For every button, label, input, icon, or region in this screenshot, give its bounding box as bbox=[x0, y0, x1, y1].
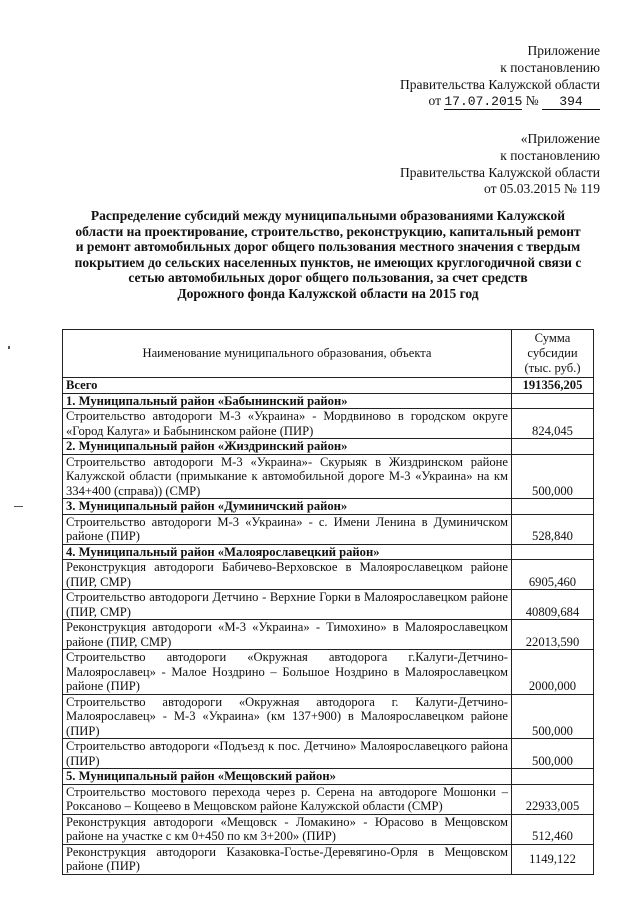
title-line-6: Дорожного фонда Калужской области на 2015 год bbox=[177, 285, 479, 301]
district-section-row bbox=[63, 544, 594, 560]
appendix-resolution-label: к постановлению bbox=[500, 59, 600, 75]
project-subsidy-amount: 512,460 bbox=[512, 814, 594, 844]
project-name: Строительство автодороги «Окружная автодорога г. Калуги-Детчино-Малоярославец» - М-3 «Украина» (км 137+900) в Малоярославецком районе (ПИР) bbox=[63, 694, 512, 739]
project-name: Строительство автодороги М-3 «Украина» - с. Имени Ленина в Думиничском районе (ПИР) bbox=[63, 514, 512, 544]
project-name: Строительство автодороги «Окружная автодорога г.Калуги-Детчино-Малоярославец» - Малое Ноздрино – Большое Ноздрино в Малоярославецком районе (ПИР) bbox=[63, 650, 512, 695]
project-row bbox=[63, 844, 594, 874]
district-section-row bbox=[63, 393, 594, 409]
document-title bbox=[58, 208, 598, 301]
project-subsidy-amount: 500,000 bbox=[512, 694, 594, 739]
district-sum-cell bbox=[512, 544, 594, 560]
project-name: Строительство автодороги М-3 «Украина» - Мордвиново в городском округе «Город Калуга» и Бабынинском районе (ПИР) bbox=[63, 409, 512, 439]
project-row bbox=[63, 620, 594, 650]
district-name: 4. Муниципальный район «Малоярославецкий район» bbox=[63, 544, 512, 560]
project-row bbox=[63, 694, 594, 739]
resolution-date: 17.07.2015 bbox=[444, 94, 523, 110]
total-row bbox=[63, 378, 594, 394]
project-subsidy-amount: 2000,000 bbox=[512, 650, 594, 695]
project-name: Строительство автодороги «Подъезд к пос. Детчино» Малоярославецкого района (ПИР) bbox=[63, 739, 512, 769]
scan-speck bbox=[8, 346, 10, 349]
project-name: Реконструкция автодороги Бабичево-Верховское в Малоярославецком районе (ПИР, СМР) bbox=[63, 560, 512, 590]
project-subsidy-amount: 500,000 bbox=[512, 454, 594, 499]
district-sum-cell bbox=[512, 393, 594, 409]
appendix-date-line bbox=[400, 93, 600, 110]
project-row bbox=[63, 784, 594, 814]
prev-appendix-title: «Приложение bbox=[520, 131, 600, 146]
number-prefix: № bbox=[525, 93, 539, 109]
district-section-row bbox=[63, 439, 594, 455]
project-row bbox=[63, 590, 594, 620]
appendix-title: Приложение bbox=[527, 43, 600, 58]
district-name: 3. Муниципальный район «Думиничский район» bbox=[63, 499, 512, 515]
date-prefix: от bbox=[428, 93, 441, 109]
district-sum-cell bbox=[512, 499, 594, 515]
project-name: Реконструкция автодороги «Мещовск - Ломакино» - Юрасово в Мещовском районе на участке с км 0+450 по км 3+200» (ПИР) bbox=[63, 814, 512, 844]
project-name: Строительство мостового перехода через р. Серена на автодороге Мошонки – Роксаново – Кощеево в Мещовском районе Калужской области (СМР) bbox=[63, 784, 512, 814]
project-name: Реконструкция автодороги «М-3 «Украина» - Тимохино» в Малоярославецком районе (ПИР, СМР) bbox=[63, 620, 512, 650]
project-name: Строительство автодороги Детчино - Верхние Горки в Малоярославецком районе (ПИР, СМР) bbox=[63, 590, 512, 620]
project-subsidy-amount: 1149,122 bbox=[512, 844, 594, 874]
project-row bbox=[63, 650, 594, 695]
resolution-number: 394 bbox=[542, 95, 600, 110]
project-name: Строительство автодороги М-3 «Украина»- Скурыяк в Жиздринском районе Калужской области (примыкание к автомобильной дороге М-3 «Украина» на км 334+400 (справа)) (СМР) bbox=[63, 454, 512, 499]
project-row bbox=[63, 514, 594, 544]
header-name-cell: Наименование муниципального образования, объекта bbox=[63, 330, 512, 378]
prev-appendix-resolution-label: к постановлению bbox=[500, 147, 600, 163]
header-sum-cell: Сумма субсидии (тыс. руб.) bbox=[512, 330, 594, 378]
project-name: Реконструкция автодороги Казаковка-Гостье-Деревягино-Орля в Мещовском районе (ПИР) bbox=[63, 844, 512, 874]
district-name: 1. Муниципальный район «Бабынинский район» bbox=[63, 393, 512, 409]
title-line-1: Распределение субсидий между муниципальными образованиями Калужской bbox=[90, 208, 566, 223]
district-name: 5. Муниципальный район «Мещовский район» bbox=[63, 769, 512, 785]
district-sum-cell bbox=[512, 769, 594, 785]
prev-appendix-date-number: от 05.03.2015 № 119 bbox=[484, 181, 600, 197]
title-line-2: области на проектирование, строительство, реконструкцию, капитальный ремонт bbox=[75, 223, 581, 239]
project-row bbox=[63, 454, 594, 499]
project-row bbox=[63, 560, 594, 590]
project-subsidy-amount: 6905,460 bbox=[512, 560, 594, 590]
subsidy-table bbox=[62, 329, 594, 875]
title-line-5: сетью автомобильных дорог общего пользования, за счет средств bbox=[128, 270, 528, 285]
district-name: 2. Муниципальный район «Жиздринский район» bbox=[63, 439, 512, 455]
table-header-row bbox=[63, 330, 594, 378]
project-row bbox=[63, 409, 594, 439]
appendix-previous-block bbox=[400, 131, 600, 198]
project-subsidy-amount: 824,045 bbox=[512, 409, 594, 439]
appendix-current-block bbox=[400, 43, 600, 110]
project-subsidy-amount: 22013,590 bbox=[512, 620, 594, 650]
title-line-3: и ремонт автомобильных дорог общего пользования местного значения с твердым bbox=[75, 239, 581, 254]
scan-dash bbox=[14, 506, 23, 507]
project-subsidy-amount: 22933,005 bbox=[512, 784, 594, 814]
prev-appendix-authority: Правительства Калужской области bbox=[399, 164, 600, 180]
project-subsidy-amount: 40809,684 bbox=[512, 590, 594, 620]
title-line-4: покрытием до сельских населенных пунктов, не имеющих круглогодичной связи с bbox=[74, 254, 582, 270]
appendix-authority: Правительства Калужской области bbox=[399, 76, 600, 92]
project-subsidy-amount: 528,840 bbox=[512, 514, 594, 544]
district-section-row bbox=[63, 499, 594, 515]
total-label: Всего bbox=[63, 378, 512, 394]
project-row bbox=[63, 814, 594, 844]
project-row bbox=[63, 739, 594, 769]
district-section-row bbox=[63, 769, 594, 785]
total-value: 191356,205 bbox=[512, 378, 594, 394]
district-sum-cell bbox=[512, 439, 594, 455]
project-subsidy-amount: 500,000 bbox=[512, 739, 594, 769]
